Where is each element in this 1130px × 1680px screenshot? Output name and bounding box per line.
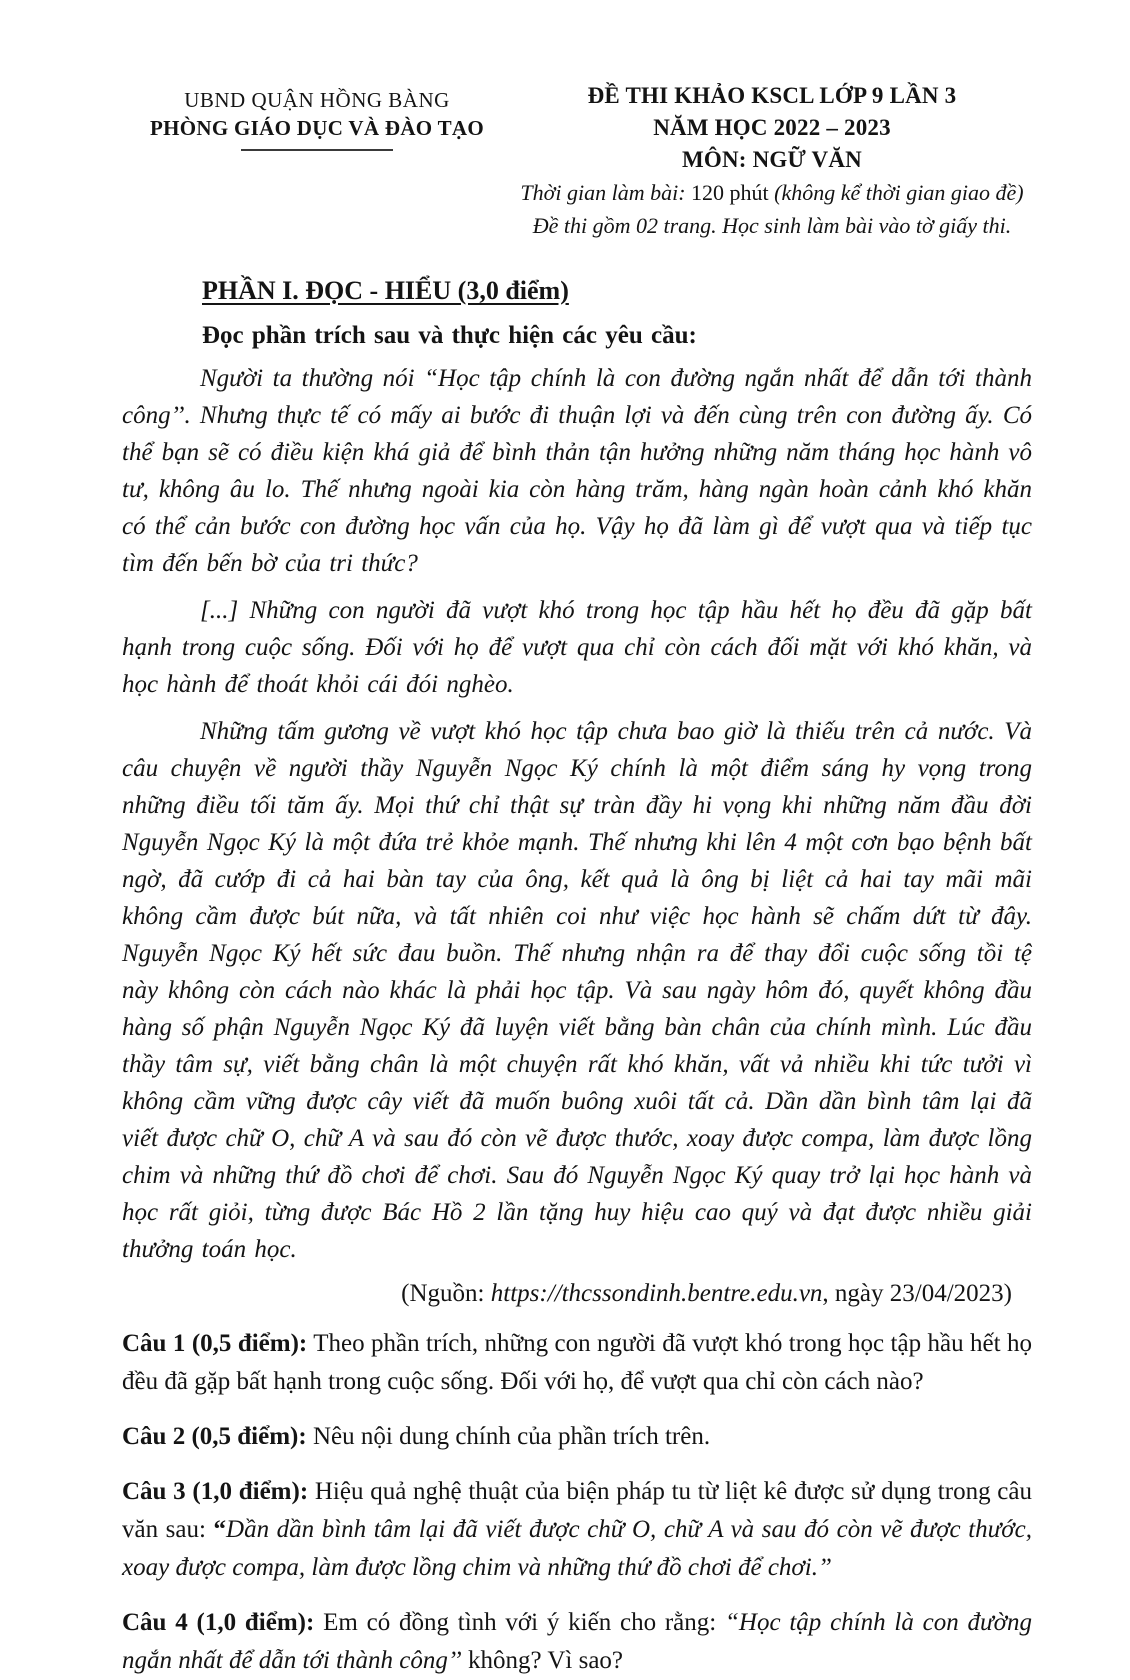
pages-note: Đề thi gồm 02 trang. Học sinh làm bài vào tờ giấy thi. — [532, 213, 1012, 238]
section-1-instruction: Đọc phần trích sau và thực hiện các yêu cầu: — [202, 322, 697, 349]
section-1-heading: PHẦN I. ĐỌC - HIỂU (3,0 điểm) — [202, 276, 569, 305]
question-3 — [122, 1473, 1032, 1587]
source-suffix: , ngày 23/04/2023) — [822, 1280, 1012, 1307]
source-citation — [122, 1280, 1012, 1308]
document-header — [122, 80, 1032, 242]
time-limit-label: Thời gian làm bài: — [520, 180, 686, 205]
source-url: https://thcssondinh.bentre.edu.vn — [490, 1280, 823, 1307]
question-4-tail: không? Vì sao? — [461, 1647, 624, 1674]
excerpt-paragraph-3: Những tấm gương về vượt khó học tập chưa bao giờ là thiếu trên cả nước. Và câu chuyện về người thầy Nguyễn Ngọc Ký chính là một điểm sáng hy vọng trong những điều tối tăm ấy. Mọi thứ chỉ thật sự tràn đầy hi vọng khi những năm đầu đời Nguyễn Ngọc Ký là một đứa trẻ khỏe mạnh. Thế nhưng khi lên 4 một cơn bạo bệnh bất ngờ, đã cướp đi cả hai bàn tay của ông, kết quả là ông bị liệt cả hai tay mãi mãi không cầm được bút nữa, và tất nhiên coi như việc học hành sẽ chấm dứt từ đây. Nguyễn Ngọc Ký hết sức đau buồn. Thế nhưng nhận ra để thay đổi cuộc sống tồi tệ này không còn cách nào khác là phải học tập. Và sau ngày hôm đó, quyết không đầu hàng số phận Nguyễn Ngọc Ký đã luyện viết bằng bàn chân của chính mình. Lúc đầu thầy tâm sự, viết bằng chân là một chuyện rất khó khăn, vất vả nhiều khi tức tưởi vì không cầm vững được cây viết đã muốn buông xuôi tất cả. Dần dần bình tâm lại đã viết được chữ O, chữ A và sau đó còn vẽ được thước, xoay được compa, làm được lồng chim và những thứ đồ chơi để chơi. Sau đó Nguyễn Ngọc Ký quay trở lại học hành và học rất giỏi, từng được Bác Hồ 2 lần tặng huy hiệu cao quý và đạt được nhiều giải thưởng toán học. — [122, 718, 1032, 1263]
question-1-text: Theo phần trích, những con người đã vượt khó trong học tập hầu hết họ đều đã gặp bất hạnh trong cuộc sống. Đối với họ, để vượt qua chỉ còn cách nào? — [122, 1330, 1032, 1395]
exam-title-block — [512, 80, 1032, 242]
question-4-text: Em có đồng tình với ý kiến cho rằng: — [314, 1609, 726, 1636]
question-3-label: Câu 3 (1,0 điểm): — [122, 1478, 309, 1505]
question-2-label: Câu 2 (0,5 điểm): — [122, 1423, 307, 1450]
time-limit-value: 120 phút — [685, 180, 775, 205]
question-4-label: Câu 4 (1,0 điểm): — [122, 1609, 315, 1636]
question-3-quote-mark: “ — [213, 1516, 227, 1543]
question-1 — [122, 1325, 1032, 1401]
issuing-authority-block — [122, 80, 512, 151]
question-3-text: Hiệu quả nghệ thuật của biện pháp tu từ liệt kê được sử dụng trong câu văn sau: — [122, 1478, 1032, 1543]
subject-line: MÔN: NGỮ VĂN — [682, 147, 862, 172]
question-2 — [122, 1418, 1032, 1456]
exam-title: ĐỀ THI KHẢO KSCL LỚP 9 LẦN 3 — [587, 83, 957, 108]
department-name: PHÒNG GIÁO DỤC VÀ ĐÀO TẠO — [150, 116, 484, 140]
question-4-quote: “Học tập chính là con đường ngắn nhất để dẫn tới thành công’’ — [122, 1609, 1032, 1674]
time-limit-note: (không kể thời gian giao đề) — [774, 180, 1024, 205]
header-underline-rule — [241, 149, 393, 151]
excerpt-paragraph-1: Người ta thường nói “Học tập chính là con đường ngắn nhất để dẫn tới thành công’’. Nhưng thực tế có mấy ai bước đi thuận lợi và đến cùng trên con đường ấy. Có thể bạn sẽ có điều kiện khá giả để bình thản tận hưởng những năm tháng học hành vô tư, không âu lo. Thế nhưng ngoài kia còn hàng trăm, hàng ngàn hoàn cảnh khó khăn có thể cản bước con đường học vấn của họ. Vậy họ đã làm gì để vượt qua và tiếp tục tìm đến bến bờ của tri thức? — [122, 365, 1032, 577]
source-prefix: (Nguồn: — [401, 1280, 491, 1307]
question-2-text: Nêu nội dung chính của phần trích trên. — [306, 1423, 711, 1450]
question-1-label: Câu 1 (0,5 điểm): — [122, 1330, 308, 1357]
excerpt-paragraph-2: [...] Những con người đã vượt khó trong học tập hầu hết họ đều đã gặp bất hạnh trong cuộc sống. Đối với họ để vượt qua chỉ còn cách đối mặt với khó khăn, và học hành để thoát khỏi cái đói nghèo. — [122, 597, 1032, 698]
question-4 — [122, 1604, 1032, 1680]
time-limit-line — [512, 176, 1032, 209]
authority-name: UBND QUẬN HỒNG BÀNG — [184, 88, 450, 112]
school-year: NĂM HỌC 2022 – 2023 — [653, 115, 891, 140]
question-3-quote: Dần dần bình tâm lại đã viết được chữ O, chữ A và sau đó còn vẽ được thước, xoay được compa, làm được lồng chim và những thứ đồ chơi để chơi.” — [122, 1516, 1032, 1581]
